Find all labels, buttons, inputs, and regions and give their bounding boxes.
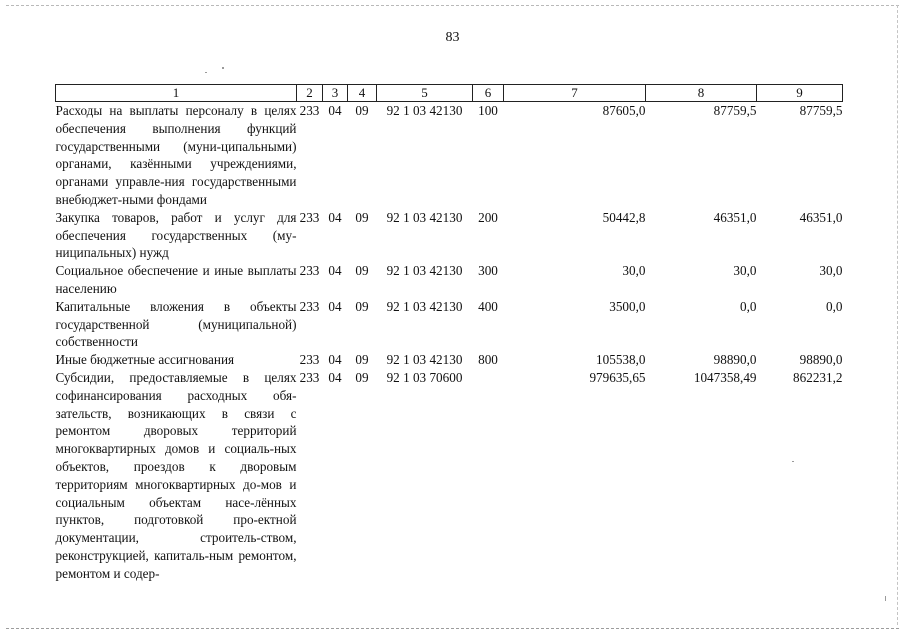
row-expense-type: 200 — [478, 209, 498, 225]
row-expense-type — [473, 369, 504, 583]
row-amount-col7: 105538,0 — [596, 352, 646, 368]
header-cell: 8 — [646, 85, 757, 102]
scan-border-right — [897, 5, 898, 625]
row-target-code: 92 1 03 42130 — [386, 352, 463, 368]
table-row — [56, 209, 843, 262]
row-expense-type: 400 — [478, 298, 498, 314]
row-amount-col7: 30,0 — [622, 263, 646, 279]
row-description: Субсидии, предоставляемые в целях софинансирования расходных обя-зательств, возникающих в связи с ремонтом дворовых территорий многоквартирных домов и социаль-ных объектов, проездов к дворовым территориям многоквартирных до-мов и социальным объектам насе-лённых пунктов, подготовкой про-ектной документации, строитель-ством, реконструкцией, капиталь-ным ремонтом, ремонтом и содер- — [55, 369, 297, 581]
row-description: Иные бюджетные ассигнования — [55, 352, 235, 368]
header-row — [56, 85, 843, 102]
table-body — [56, 102, 843, 583]
row-amount-col8: 1047358,49 — [693, 369, 757, 385]
header-cell: 1 — [56, 85, 297, 102]
row-grbs: 233 — [299, 103, 320, 118]
row-target-code: 92 1 03 42130 — [386, 263, 463, 279]
row-grbs: 233 — [299, 263, 320, 279]
scan-speck — [205, 72, 207, 73]
row-subsection: 09 — [355, 298, 369, 314]
row-description: Закупка товаров, работ и услуг для обеспечения государственных (му-ниципальных) нужд — [55, 209, 297, 261]
table-row — [56, 102, 843, 209]
row-amount-col9: 46351,0 — [799, 209, 843, 225]
row-amount-col7: 979635,65 — [589, 369, 646, 385]
row-amount-col7: 87605,0 — [602, 103, 646, 118]
row-section: 04 — [328, 369, 342, 385]
row-amount-col9: 98890,0 — [799, 352, 843, 368]
scan-border-bottom — [6, 628, 899, 629]
table-row — [56, 298, 843, 351]
header-cell: 9 — [757, 85, 843, 102]
row-subsection: 09 — [355, 103, 369, 118]
row-amount-col9: 87759,5 — [799, 103, 843, 118]
row-amount-col9: 0,0 — [826, 298, 843, 314]
row-target-code: 92 1 03 70600 — [386, 369, 463, 385]
row-amount-col8: 98890,0 — [713, 352, 757, 368]
row-grbs: 233 — [299, 369, 320, 385]
row-grbs: 233 — [299, 209, 320, 225]
row-description: Социальное обеспечение и иные выплаты населению — [55, 263, 297, 296]
header-cell: 2 — [297, 85, 323, 102]
table-row — [56, 369, 843, 583]
row-amount-col7: 50442,8 — [602, 209, 646, 225]
row-grbs: 233 — [299, 352, 320, 368]
row-subsection: 09 — [355, 369, 369, 385]
row-amount-col9: 862231,2 — [793, 369, 843, 385]
row-subsection: 09 — [355, 263, 369, 279]
row-target-code: 92 1 03 42130 — [386, 103, 463, 118]
row-expense-type: 300 — [478, 263, 498, 279]
row-section: 04 — [328, 103, 342, 118]
row-amount-col9: 30,0 — [819, 263, 843, 279]
table-row — [56, 262, 843, 298]
scan-speck — [885, 596, 886, 601]
row-target-code: 92 1 03 42130 — [386, 298, 463, 314]
page-number: 83 — [445, 30, 460, 45]
row-description: Капитальные вложения в объекты государственной (муниципальной) собственности — [55, 298, 297, 350]
row-section: 04 — [328, 298, 342, 314]
header-cell: 6 — [473, 85, 504, 102]
header-cell: 3 — [323, 85, 348, 102]
row-expense-type: 800 — [478, 352, 498, 368]
row-amount-col8: 46351,0 — [713, 209, 757, 225]
row-subsection: 09 — [355, 209, 369, 225]
header-cell: 4 — [348, 85, 377, 102]
row-subsection: 09 — [355, 352, 369, 368]
header-cell: 7 — [504, 85, 646, 102]
budget-table — [55, 84, 843, 583]
row-target-code: 92 1 03 42130 — [386, 209, 463, 225]
table-header — [56, 85, 843, 102]
row-section: 04 — [328, 209, 342, 225]
row-section: 04 — [328, 352, 342, 368]
row-description: Расходы на выплаты персоналу в целях обеспечения выполнения функций государственными (муни-ципальными) органами, казёнными учреждениями, органами управле-ния государственными внебюджет-ными фондами — [55, 103, 297, 207]
row-amount-col8: 30,0 — [733, 263, 757, 279]
header-cell: 5 — [377, 85, 473, 102]
row-expense-type: 100 — [478, 103, 498, 118]
row-section: 04 — [328, 263, 342, 279]
row-amount-col8: 0,0 — [740, 298, 757, 314]
table-row — [56, 351, 843, 369]
scan-speck — [222, 67, 224, 69]
row-amount-col7: 3500,0 — [609, 298, 646, 314]
row-amount-col8: 87759,5 — [713, 103, 757, 118]
scan-border-top — [6, 5, 899, 6]
row-grbs: 233 — [299, 298, 320, 314]
